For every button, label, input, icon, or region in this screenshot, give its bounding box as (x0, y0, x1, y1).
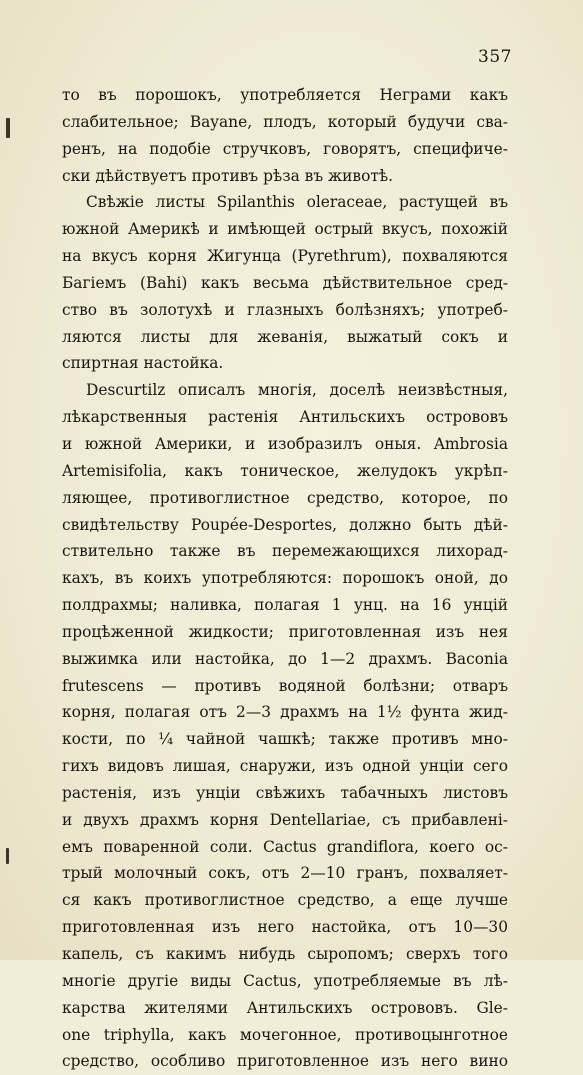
page-number: 357 (478, 47, 512, 67)
text-line: капель, съ какимъ нибудь сыропомъ; сверхъ того (62, 945, 508, 963)
text-line: на вкусъ корня Жигунца (Pyrethrum), похваляются (62, 247, 508, 266)
body-text (62, 82, 508, 1075)
text-line: то въ порошокъ, употребляется Неграми какъ (62, 86, 508, 104)
text-line: южной Америкѣ и имѣющей острый вкусъ, похожій (62, 220, 508, 239)
text-line: гихъ видовъ лишая, снаружи, изъ одной унціи сего (62, 757, 508, 776)
text-line: процѣженной жидкости; приготовленная изъ нея (62, 622, 508, 641)
text-line: ствительно также въ перемежающихся лихорад- (62, 542, 508, 561)
text-line: frutescens — противъ водяной болѣзни; отваръ (62, 676, 508, 695)
text-line: приготовленная изъ него настойка, отъ 10—30 (62, 918, 508, 937)
text-line: Свѣжіе листы Spilanthis oleraceae, растущей въ (86, 193, 508, 212)
text-line: полдрахмы; наливка, полагая 1 унц. на 16 унцій (62, 596, 508, 615)
binding-mark (6, 118, 10, 138)
text-line: лѣкарственныя растенія Антильскихъ острововъ (62, 408, 508, 427)
text-line: Descurtilz описалъ многія, доселѣ неизвѣстныя, (86, 381, 508, 400)
text-line: емъ поваренной соли. Cactus grandiflora, коего ос- (62, 837, 508, 856)
text-line: Artemisifolia, какъ тоническое, желудокъ укрѣп- (62, 461, 508, 480)
text-line: ляются листы для жеванія, выжатый сокъ и (62, 327, 508, 346)
text-line: ся какъ противоглистное средство, а еще лучше (62, 891, 508, 910)
text-line: кахъ, въ коихъ употребляются: порошокъ оной, до (62, 569, 508, 588)
text-line: ляющее, противоглистное средство, которое, по (62, 488, 508, 507)
text-line: one triphylla, какъ мочегонное, противоцынготное (62, 1025, 508, 1044)
text-line: Багіемъ (Bahi) какъ весьма дѣйствительное сред- (62, 273, 508, 292)
text-line: кости, по ¼ чайной чашкѣ; также противъ мно- (62, 730, 508, 749)
text-line: трый молочный сокъ, отъ 2—10 гранъ, похваляет- (62, 864, 508, 883)
text-line: ство въ золотухѣ и глазныхъ болѣзняхъ; употреб- (62, 300, 508, 319)
binding-mark (6, 848, 9, 864)
text-line: средство, особливо приготовленное изъ него вино (62, 1052, 508, 1071)
text-line: спиртная настойка. (62, 354, 224, 373)
text-line: выжимка или настойка, до 1—2 драхмъ. Baconia (62, 649, 508, 668)
text-line: свидѣтельству Poupée-Desportes, должно быть дѣй- (62, 515, 508, 534)
text-line: ски дѣйствуетъ противъ рѣза въ животѣ. (62, 166, 394, 185)
text-line: корня, полагая отъ 2—3 драхмъ на 1½ фунта жид- (62, 703, 508, 722)
text-line: слабительное; Bayane, плодъ, который будучи сва- (62, 112, 508, 131)
text-line: ренъ, на подобіе стручковъ, говорятъ, специфиче- (62, 139, 508, 158)
text-line: и двухъ драхмъ корня Dentellariae, съ прибавлені- (62, 810, 508, 829)
text-line: растенія, изъ унціи свѣжихъ табачныхъ листовъ (62, 783, 508, 802)
text-line: и южной Америки, и изобразилъ оныя. Ambrosia (62, 434, 508, 453)
text-line: карства жителями Антильскихъ острововъ. Gle- (62, 998, 508, 1017)
text-line: многіе другіе виды Cactus, употребляемые въ лѣ- (62, 971, 508, 990)
